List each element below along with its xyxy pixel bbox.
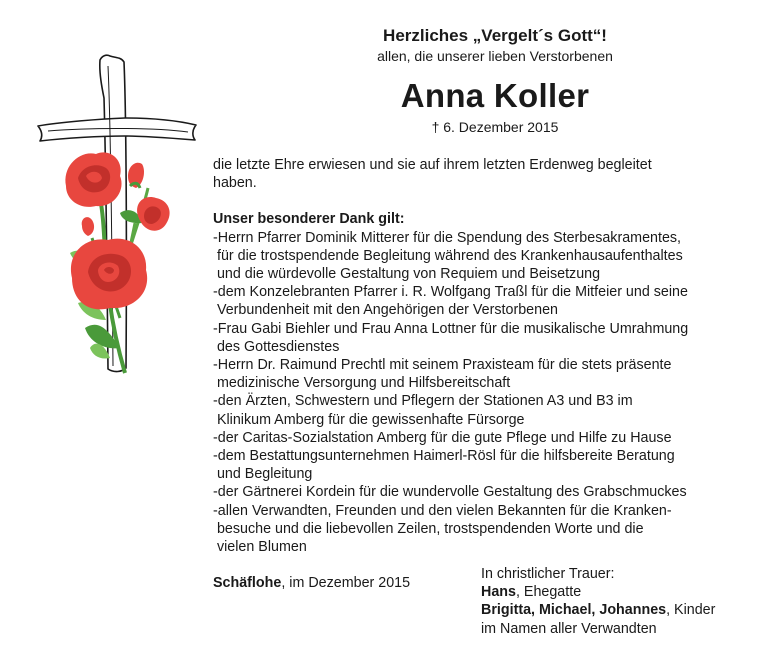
death-date: † 6. Dezember 2015 [431, 119, 559, 135]
thanks-line: -dem Konzelebranten Pfarrer i. R. Wolfgang Traßl für die Mitfeier und seine [213, 284, 688, 301]
thanks-list-title: Unser besonderer Dank gilt: [213, 211, 405, 228]
rose-bouquet-icon [65, 152, 169, 373]
signoff-children [481, 601, 771, 619]
thanks-line: und die würdevolle Gestaltung von Requiem und Beisetzung [213, 266, 601, 283]
spouse-relation: , Ehegatte [515, 584, 582, 601]
thanks-line: -den Ärzten, Schwestern und Pflegern der Stationen A3 und B3 im [213, 393, 633, 410]
thanks-line: -der Caritas-Sozialstation Amberg für die gute Pflege und Hilfe zu Hause [213, 429, 672, 446]
thanks-line: -Frau Gabi Biehler und Frau Anna Lottner für die musikalische Umrahmung [213, 320, 689, 337]
children-names: Brigitta, Michael, Johannes [481, 602, 667, 619]
notice-body [213, 156, 768, 592]
thanks-subline: allen, die unserer lieben Verstorbenen [377, 48, 613, 64]
thanks-line: -dem Bestattungsunternehmen Haimerl-Rösl für die hilfsbereite Beratung [213, 448, 675, 465]
deceased-name: Anna Koller [400, 77, 590, 114]
thanks-line: besuche und die liebevollen Zeilen, trostspendenden Worte und die [213, 520, 644, 537]
thanks-list [213, 229, 768, 557]
place-name: Schäflohe [213, 575, 282, 592]
thanks-line: des Gottesdienstes [213, 338, 340, 355]
notice-header [200, 24, 775, 136]
thanks-line: medizinische Versorgung und Hilfsbereitschaft [213, 375, 511, 392]
signoff-relatives: im Namen aller Verwandten [481, 620, 657, 637]
signoff-intro: In christlicher Trauer: [481, 566, 615, 582]
cross-with-roses-artwork [30, 48, 205, 383]
intro-text [213, 156, 768, 192]
thanks-line: Klinikum Amberg für die gewissenhafte Fürsorge [213, 411, 525, 428]
signoff-spouse [481, 583, 771, 601]
place-date: , im Dezember 2015 [281, 575, 411, 592]
thanks-line: -Herrn Dr. Raimund Prechtl mit seinem Praxisteam für die stets präsente [213, 357, 672, 374]
intro-line: haben. [213, 175, 257, 192]
intro-line: die letzte Ehre erwiesen und sie auf ihrem letzten Erdenweg begleitet [213, 157, 652, 173]
mourners-signoff [481, 565, 771, 638]
thanks-line: -Herrn Pfarrer Dominik Mitterer für die Spendung des Sterbesakramentes, [213, 229, 682, 246]
thanks-line: für die trostspendende Begleitung während des Krankenhausaufenthaltes [213, 247, 683, 264]
spouse-name: Hans [481, 584, 516, 601]
thanks-line: und Begleitung [213, 466, 313, 483]
thanks-line: vielen Blumen [213, 539, 307, 556]
thanks-line: -allen Verwandten, Freunden und den vielen Bekannten für die Kranken- [213, 502, 672, 519]
children-relation: , Kinder [666, 602, 716, 619]
thanks-heading: Herzliches „Vergelt´s Gott“! [383, 26, 607, 45]
thanks-line: -der Gärtnerei Kordein für die wundervolle Gestaltung des Grabschmuckes [213, 484, 687, 501]
cross-icon [38, 55, 196, 371]
thanks-line: Verbundenheit mit den Angehörigen der Verstorbenen [213, 302, 558, 319]
